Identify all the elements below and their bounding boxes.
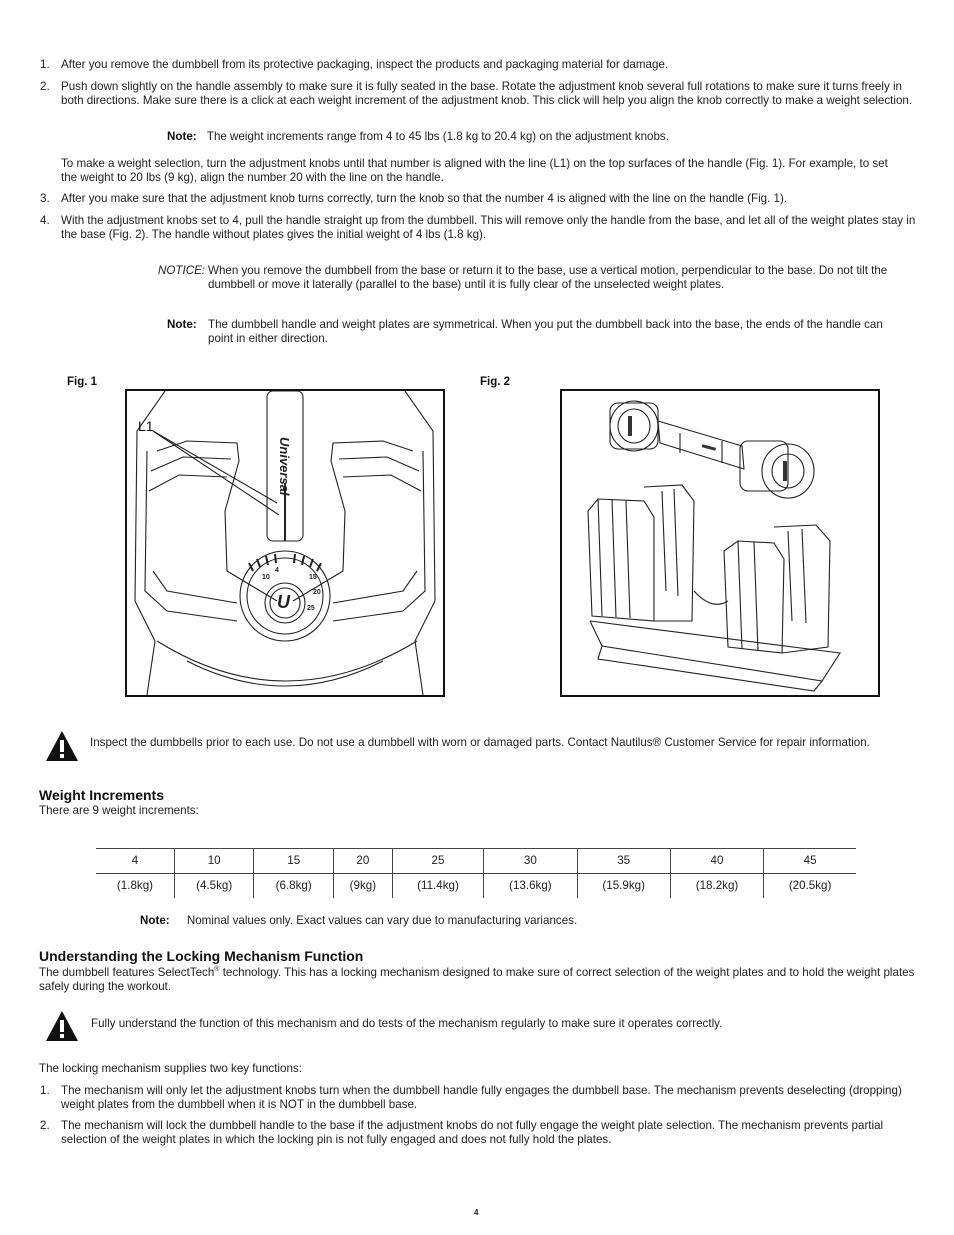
l1-callout: L1 [138,418,154,434]
table-row-lbs [96,849,856,874]
warning-triangle-icon [45,1010,79,1042]
table-cell: 20 [333,849,392,874]
note-label: Note: [140,914,170,927]
svg-text:Universal: Universal [277,437,292,496]
selection-paragraph: To make a weight selection, turn the adjustment knobs until that number is aligned with the line (L1) on the top surfaces of the handle (Fig. 1). For example, to set the weight to 20 lbs (9 kg), align the number 20 with the line on the handle. [61,157,888,184]
handle-removed-drawing [562,391,878,695]
table-row-kg [96,874,856,899]
locking-intro-text: The dumbbell features SelectTech [39,966,215,979]
step-4 [40,214,920,242]
fig1-label: Fig. 1 [67,376,98,388]
table-cell: (11.4kg) [392,874,483,899]
table-cell: 10 [174,849,254,874]
notice-label: NOTICE: [158,264,206,277]
note-nominal [140,914,840,928]
table-cell: (6.8kg) [254,874,334,899]
step-text: After you remove the dumbbell from its protective packaging, inspect the products and packaging material for damage. [61,58,669,71]
note-symmetry-text: The dumbbell handle and weight plates are symmetrical. When you put the dumbbell back into the base, the ends of the handle can point in either direction. [208,318,883,345]
knob-number: 10 [262,574,270,581]
registered-mark: ® [214,966,220,974]
note-weight-range [167,130,907,144]
fig2-label: Fig. 2 [480,376,511,388]
table-cell: (20.5kg) [764,874,856,899]
dumbbell-top-view-drawing [127,391,443,695]
table-cell: 4 [96,849,174,874]
fig2-illustration [560,389,880,697]
table-cell: 25 [392,849,483,874]
step-text: With the adjustment knobs set to 4, pull the handle straight up from the dumbbell. This will remove only the handle from the base, and let all of the weight plates stay in the base (Fig. 2). The handle without plates gives the initial weight of 4 lbs (1.8 kg). [61,214,916,241]
table-cell: (4.5kg) [174,874,254,899]
knob-number: 25 [307,605,315,612]
table-cell: (1.8kg) [116,879,154,893]
weight-increments-table [96,848,856,898]
note-text: The weight increments range from 4 to 45 lbs (1.8 kg to 20.4 kg) on the adjustment knobs. [206,130,669,143]
locking-mechanism-heading: Understanding the Locking Mechanism Function [39,948,364,964]
step-text: The mechanism will lock the dumbbell handle to the base if the adjustment knobs do not fully engage the weight plate selection. The mechanism prevents partial selection of the weight plates in which the locking pin is not fully engaged and does not fully hold the plates. [61,1119,884,1146]
step-number: 4. [40,214,50,227]
function-1 [40,1084,920,1112]
function-2 [40,1119,920,1147]
weight-increments-intro: There are 9 weight increments: [39,804,199,817]
table-cell: (13.6kg) [484,874,577,899]
step-2 [40,80,920,108]
locking-intro-text: technology. This has a locking mechanism designed to make sure of correct selection of the weight plates and to hold the weight plates safely during the workout. [39,966,915,993]
warning-triangle-icon [45,730,79,762]
step-text: The mechanism will only let the adjustment knobs turn when the dumbbell handle fully engages the dumbbell base. The mechanism prevents deselecting (dropping) weight plates from the dumbbell when it is NOT in the dumbbell base. [61,1084,902,1111]
warning-inspect-text: Inspect the dumbbells prior to each use. Do not use a dumbbell with worn or damaged parts. Contact Nautilus® Customer Service for repair information. [90,736,870,749]
step-3 [40,192,920,206]
step-1 [40,58,920,72]
table-cell: 35 [577,849,670,874]
table-cell: (9kg) [333,874,392,899]
warning-mechanism-text: Fully understand the function of this mechanism and do tests of the mechanism regularly to make sure it operates correctly. [91,1017,723,1030]
locking-intro [39,966,919,994]
svg-text:U: U [277,592,290,612]
step-text: After you make sure that the adjustment knob turns correctly, turn the knob so that the number 4 is aligned with the line on the handle (Fig. 1). [61,192,788,205]
table-cell: (18.2kg) [670,874,763,899]
table-cell: 45 [764,849,856,874]
weight-increments-heading: Weight Increments [39,787,164,803]
step-number: 2. [40,1119,50,1132]
knob-number: 4 [275,567,279,574]
note-label: Note: [167,130,197,143]
notice-text: When you remove the dumbbell from the base or return it to the base, use a vertical motion, perpendicular to the base. Do not tilt the dumbbell or move it laterally (parallel to the base) until it is fully clear of the unselected weight plates. [208,264,888,291]
step-text: Push down slightly on the handle assembly to make sure it is fully seated in the base. Rotate the adjustment knob several full rotations to make sure it turns freely in both directions. Make sure there is a click at each weight increment of the adjustment knob. This click will help you align the knob correctly to make a weight selection. [61,80,913,107]
step-number: 1. [40,58,50,71]
table-cell: 40 [670,849,763,874]
note-text: Nominal values only. Exact values can vary due to manufacturing variances. [186,914,578,927]
knob-number: 15 [309,574,317,581]
page-number: 4 [474,1208,479,1217]
step-number: 1. [40,1084,50,1097]
fig1-illustration [125,389,445,697]
table-cell: 30 [484,849,577,874]
functions-intro: The locking mechanism supplies two key functions: [39,1062,302,1075]
table-cell: 15 [254,849,334,874]
table-cell: (15.9kg) [577,874,670,899]
knob-number: 20 [313,589,321,596]
step-number: 2. [40,80,50,93]
step-number: 3. [40,192,50,205]
note-label: Note: [167,318,197,331]
